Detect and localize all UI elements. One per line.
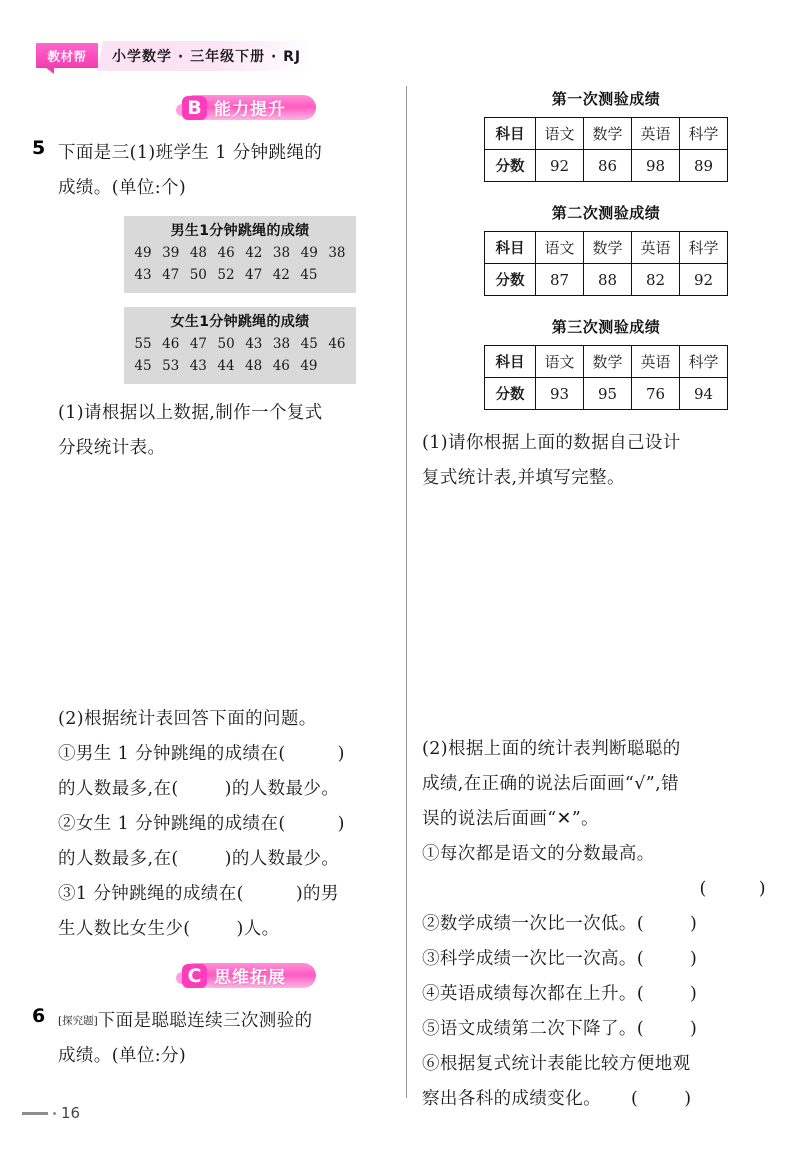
text-fragment: )的人数最少。 (224, 849, 340, 869)
table-cell: 科学 (680, 346, 728, 378)
table-cell: 科学 (680, 232, 728, 264)
table-row (485, 232, 728, 264)
section-title-c: 思维拓展 (214, 968, 286, 988)
q5-sub2-item-1-line-2 (58, 772, 400, 807)
bracket-close: ) (690, 914, 698, 934)
boys-data-row-1 (132, 242, 348, 264)
q6-sub1-line-1: (1)请你根据上面的数据自己设计 (422, 433, 681, 453)
text-fragment: ③1 分钟跳绳的成绩在( (58, 884, 244, 904)
score-table-2-title: 第二次测验成绩 (551, 204, 661, 222)
page-number: 16 (61, 1104, 81, 1122)
data-value: 49 (300, 245, 318, 261)
q6-sub1 (422, 426, 792, 496)
q5-sub1-line-1: (1)请根据以上数据,制作一个复式 (58, 403, 323, 423)
data-value: 49 (300, 358, 318, 374)
data-value: 43 (134, 267, 152, 283)
data-value: 49 (134, 245, 152, 261)
text-fragment: ②数学成绩一次比一次低。 (422, 914, 637, 934)
table-cell: 英语 (632, 232, 680, 264)
bracket-open: ( (699, 879, 707, 899)
data-value: 47 (162, 267, 180, 283)
text-fragment: 下面是聪聪连续三次测验的 (97, 1011, 313, 1031)
boys-data-title: 男生1分钟跳绳的成绩 (170, 223, 310, 239)
question-5-number: 5 (32, 137, 46, 159)
q5-sub2-item-2-line-2 (58, 842, 400, 877)
girls-data-title: 女生1分钟跳绳的成绩 (170, 314, 310, 330)
section-badge-b (168, 95, 316, 122)
text-fragment: )的男 (295, 884, 339, 904)
text-fragment: ①每次都是语文的分数最高。 (422, 844, 655, 864)
table-cell: 数学 (584, 118, 632, 150)
text-fragment: )的人数最少。 (224, 779, 340, 799)
section-badge-c (168, 963, 316, 990)
q6-sub1-line-2: 复式统计表,并填写完整。 (422, 468, 625, 488)
data-value: 44 (217, 358, 235, 374)
q5-sub2-item-2-line-1 (58, 807, 400, 842)
bracket-open: ( (631, 1089, 639, 1109)
table-cell: 92 (536, 150, 584, 182)
q6-sub1-answer-space[interactable] (420, 496, 792, 732)
table-cell: 86 (584, 150, 632, 182)
table-cell: 82 (632, 264, 680, 296)
bracket-close: ) (684, 1089, 692, 1109)
q5-sub1-line-2: 分段统计表。 (58, 438, 166, 458)
data-value: 50 (189, 267, 207, 283)
data-value: 42 (245, 245, 263, 261)
table-row (485, 118, 728, 150)
text-fragment: ③科学成绩一次比一次高。 (422, 949, 637, 969)
data-value: 43 (189, 358, 207, 374)
score-table-3-title: 第三次测验成绩 (551, 318, 661, 336)
data-value: 42 (272, 267, 290, 283)
bracket-open: ( (636, 949, 645, 969)
q6-tag: [探究题] (58, 1015, 98, 1027)
data-value: 38 (328, 245, 346, 261)
text-fragment: ①男生 1 分钟跳绳的成绩在( (58, 744, 286, 764)
table-row (485, 150, 728, 182)
score-table-3 (484, 345, 728, 410)
q6-sub2 (422, 732, 792, 1117)
girls-data-box (124, 307, 356, 384)
table-row (485, 264, 728, 296)
question-6 (28, 1004, 400, 1074)
q5-sub2-item-3-line-2 (58, 912, 400, 947)
judgement-item-2 (422, 907, 792, 942)
text-fragment: 察出各科的成绩变化。 (422, 1089, 601, 1109)
data-value: 55 (134, 336, 152, 352)
row-header: 科目 (485, 346, 536, 378)
question-6-number: 6 (32, 1005, 46, 1027)
table-cell: 数学 (584, 232, 632, 264)
girls-data-row-1 (132, 333, 348, 355)
data-value: 38 (272, 245, 291, 261)
table-cell: 95 (584, 378, 632, 410)
q6-sub2-line-2: 成绩,在正确的说法后面画“√”,错 (422, 774, 679, 794)
judgement-item-3 (422, 942, 792, 977)
table-cell: 93 (536, 378, 584, 410)
bracket-open: ( (636, 1019, 645, 1039)
footer-dot-icon (53, 1112, 56, 1115)
data-value: 45 (300, 267, 318, 283)
q6-stem-line-2: 成绩。(单位:分) (58, 1046, 187, 1066)
data-value: 43 (245, 336, 263, 352)
row-header: 分数 (485, 264, 536, 296)
score-table-3-wrap (420, 316, 792, 410)
bracket-open: ( (636, 984, 645, 1004)
table-cell: 英语 (632, 118, 680, 150)
question-5-body (58, 136, 400, 206)
badge-letter-c: C (182, 964, 207, 988)
data-value: 46 (272, 358, 290, 374)
row-header: 分数 (485, 378, 536, 410)
text-fragment: ②女生 1 分钟跳绳的成绩在( (58, 814, 286, 834)
bracket-close: ) (690, 949, 698, 969)
spacer (420, 182, 792, 200)
table-cell: 76 (632, 378, 680, 410)
brand-badge: 教材帮 (36, 43, 98, 68)
footer-rule (22, 1112, 48, 1115)
data-value: 46 (217, 245, 235, 261)
judgement-item-6-line-2 (422, 1082, 792, 1117)
page-title: 小学数学 · 三年级下册 · RJ (112, 49, 302, 65)
data-value: 38 (272, 336, 291, 352)
row-header: 科目 (485, 232, 536, 264)
data-value: 50 (217, 336, 235, 352)
data-value: 46 (328, 336, 346, 352)
boys-data-box (124, 216, 356, 293)
table-cell: 88 (584, 264, 632, 296)
table-cell: 数学 (584, 346, 632, 378)
data-value: 52 (217, 267, 235, 283)
score-table-1 (484, 117, 728, 182)
girls-data-row-2 (132, 355, 348, 377)
q6-sub2-line-1: (2)根据上面的统计表判断聪聪的 (422, 739, 681, 759)
text-fragment: ④英语成绩每次都在上升。 (422, 984, 637, 1004)
text-fragment: ) (337, 744, 345, 764)
text-fragment: ⑥根据复式统计表能比较方便地观 (422, 1054, 691, 1074)
score-table-1-wrap (420, 88, 792, 182)
q5-sub1-answer-space[interactable] (28, 466, 400, 702)
text-fragment: )人。 (236, 919, 280, 939)
left-column (28, 86, 400, 1074)
bracket-close: ) (690, 984, 698, 1004)
data-value: 53 (162, 358, 180, 374)
spacer (420, 296, 792, 314)
data-value: 47 (189, 336, 207, 352)
data-value: 46 (162, 336, 180, 352)
judgement-item-4 (422, 977, 792, 1012)
q5-stem-line-1: 下面是三(1)班学生 1 分钟跳绳的 (58, 143, 323, 163)
data-value: 47 (245, 267, 263, 283)
q6-stem-line-1 (58, 1004, 400, 1039)
q5-sub2-item-1-line-1 (58, 737, 400, 772)
table-cell: 98 (632, 150, 680, 182)
bracket-close: ) (758, 879, 766, 899)
badge-letter-b: B (182, 96, 207, 120)
data-value: 45 (300, 336, 318, 352)
data-value: 48 (245, 358, 263, 374)
text-fragment: 生人数比女生少( (58, 919, 191, 939)
judgement-item-1 (422, 837, 792, 872)
data-value: 39 (162, 245, 180, 261)
table-row (485, 346, 728, 378)
table-cell: 89 (680, 150, 728, 182)
q6-sub2-line-3: 误的说法后面画“✕”。 (422, 809, 599, 829)
section-title-b: 能力提升 (214, 100, 286, 120)
q5-sub1 (58, 396, 400, 466)
question-5 (28, 136, 400, 206)
score-table-1-title: 第一次测验成绩 (551, 90, 661, 108)
question-6-body (58, 1004, 400, 1074)
row-header: 分数 (485, 150, 536, 182)
table-cell: 科学 (680, 118, 728, 150)
score-table-2-wrap (420, 202, 792, 296)
q5-sub2-line-1: (2)根据统计表回答下面的问题。 (58, 709, 317, 729)
bracket-close: ) (690, 1019, 698, 1039)
judgement-item-5 (422, 1012, 792, 1047)
page-footer (22, 1104, 80, 1122)
table-cell: 英语 (632, 346, 680, 378)
judgement-item-6-line-1 (422, 1047, 792, 1082)
boys-data-row-2 (132, 264, 348, 286)
score-table-2 (484, 231, 728, 296)
text-fragment: 的人数最多,在( (58, 779, 179, 799)
bracket-open: ( (636, 914, 645, 934)
table-row (485, 378, 728, 410)
column-divider (406, 86, 407, 1098)
row-header: 科目 (485, 118, 536, 150)
table-cell: 94 (680, 378, 728, 410)
judgement-item-1-bracket[interactable] (422, 872, 792, 907)
table-cell: 87 (536, 264, 584, 296)
data-value: 45 (134, 358, 152, 374)
table-cell: 语文 (536, 118, 584, 150)
q5-sub2-item-3-line-1 (58, 877, 400, 912)
q5-sub2 (58, 702, 400, 947)
text-fragment: ⑤语文成绩第二次下降了。 (422, 1019, 637, 1039)
text-fragment: ) (337, 814, 345, 834)
text-fragment: 的人数最多,在( (58, 849, 179, 869)
data-value: 48 (189, 245, 207, 261)
table-cell: 语文 (536, 232, 584, 264)
q5-stem-line-2: 成绩。(单位:个) (58, 178, 187, 198)
page-header (0, 41, 800, 73)
table-cell: 92 (680, 264, 728, 296)
right-column (420, 86, 792, 1117)
table-cell: 语文 (536, 346, 584, 378)
